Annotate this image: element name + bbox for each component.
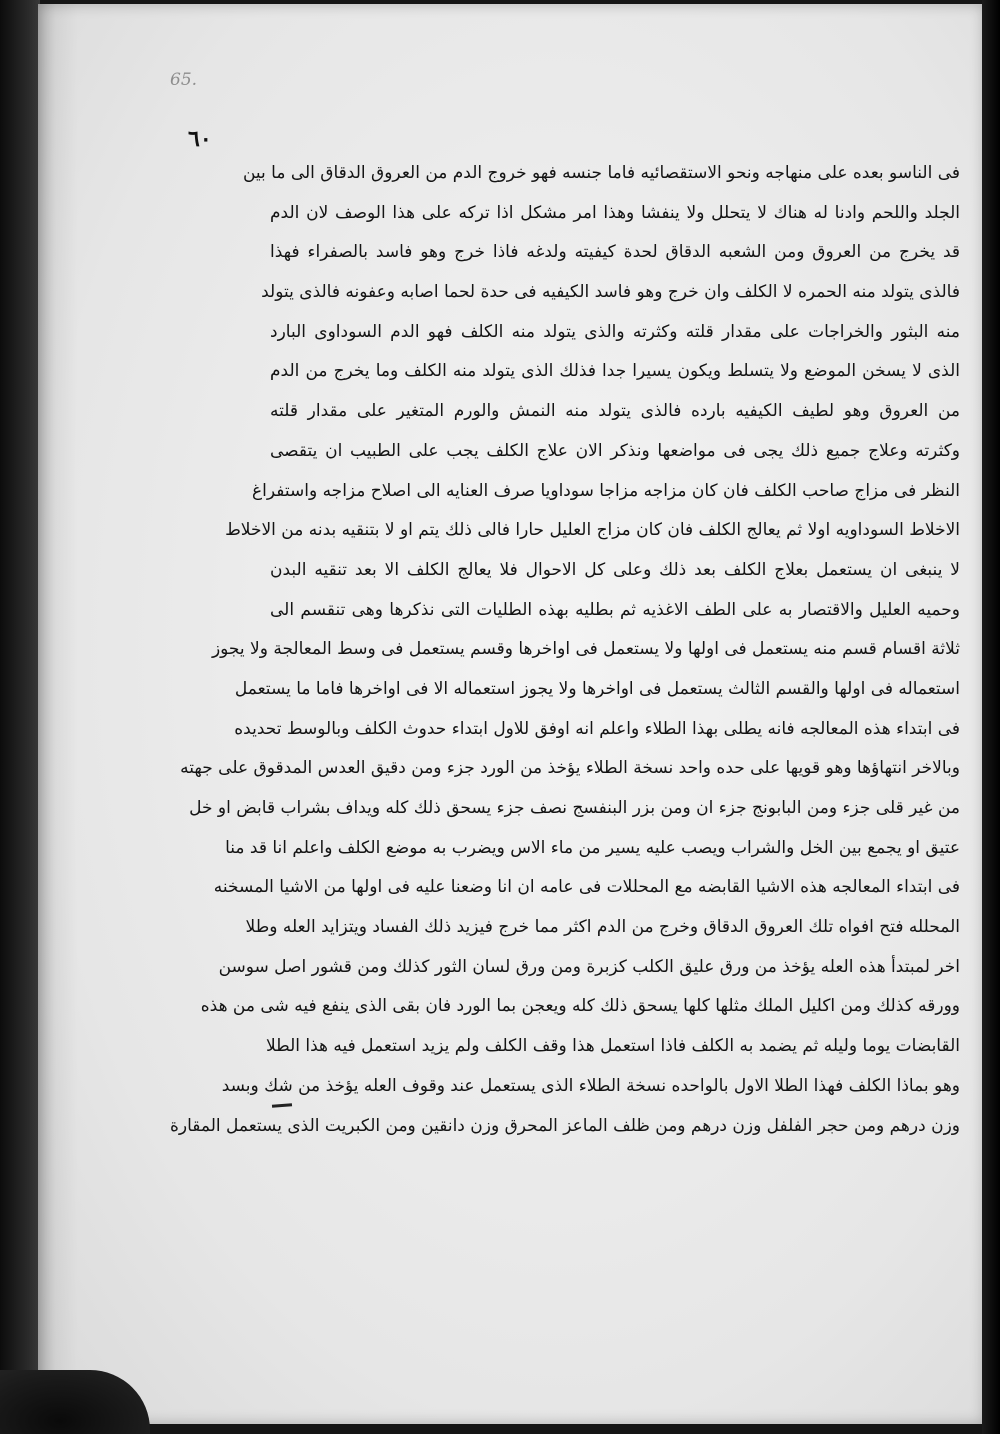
text-line: فى ابتداء هذه المعالجه فانه يطلى بهذا الطلاء واعلم انه اوفق للاول ابتداء حدوث الكلف وبالوسط تحديده [234,718,960,739]
text-line: الجلد واللحم وادنا له هناك لا يتحلل ولا ينفشا وهذا امر مشكل اذا تركه على هذا الوصف لان الدم [270,202,960,223]
text-line: وورقه كذلك ومن اكليل الملك مثلها كلها يسحق ذلك كله ويعجن بما الورد فان بقى الذى ينفع فيه شى من هذه [200,996,960,1017]
text-line: المحلله فتح افواه تلك العروق الدقاق وخرج من الدم اكثر مما خرج فيزيد ذلك الفساد ويتزايد العله وطلا [245,917,960,938]
manuscript-text-block [169,154,960,1146]
text-line: القابضات يوما وليله ثم يضمد به الكلف فاذا استعمل هذا وقف الكلف ولم يزيد استعمل فيه هذا الطلا [265,1036,960,1057]
background-left-shadow [0,0,40,1434]
text-line: وزن درهم ومن حجر الفلفل وزن درهم ومن ظلف الماعز المحرق وزن دانقين ومن الكبريت الذى يستعمل المقارة [169,1115,960,1136]
text-line: فى ابتداء المعالجه هذه الاشيا القابضه مع المحللات فى عامه ان انا وضعنا عليه فى اولها من الاشيا المسخنه [213,877,960,898]
text-line: النظر فى مزاج صاحب الكلف فان كان مزاجه مزاجا سوداويا صرف العنايه الى اصلاح مزاجه واستفراغ [252,480,960,501]
page-number-arabic: ٦٠ [188,126,212,152]
page-right-edge [982,0,1000,1434]
text-line: الذى لا يسخن الموضع ولا يتسلط ويكون يسيرا جدا فذلك الذى يتولد منه الكلف وما يخرج من الدم [270,361,960,382]
text-line: وكثرته وعلاج جميع ذلك يجى فى مواضعها ونذكر الان علاج الكلف يجب على الطبيب ان يتقصى [270,440,960,461]
text-line: وهو بماذا الكلف فهذا الطلا الاول بالواحده نسخة الطلاء الذى يستعمل عند وقوف العله يؤخذ من شك وبسد [221,1075,960,1096]
text-line: من العروق وهو لطيف الكيفيه بارده فالذى يتولد منه النمش والورم المتغير على مقدار قلته [270,401,960,422]
manuscript-page [38,4,984,1424]
text-line: الاخلاط السوداويه اولا ثم يعالج الكلف فان كان مزاج العليل حارا فالى ذلك يتم او لا بتنقيه بدنه من الاخلاط [225,520,960,541]
text-line: قد يخرج من العروق ومن الشعبه الدقاق لحدة كيفيته ولدغه فاذا خرج وهو فاسد بالصفراء فهذا [270,242,960,263]
text-line: اخر لمبتدأ هذه العله يؤخذ من ورق عليق الكلب كزبرة ومن ورق لسان الثور كذلك ومن قشور اصل سوسن [218,956,960,977]
text-line: عتيق او يجمع بين الخل والشراب ويصب عليه يسير من ماء الاس ويضرب به موضع الكلف واعلم انا قد منا [225,837,960,858]
text-line: منه البثور والخراجات على مقدار قلته وكثرته والذى يتولد منه الكلف فهو الدم السوداوى البارد [270,321,960,342]
text-line: استعماله فى اولها والقسم الثالث يستعمل فى اواخرها ولا يجوز استعماله الا فى اواخرها فاما ما يستعمل [234,678,960,699]
text-line: من غير قلى جزء ومن البابونج جزء ان ومن بزر البنفسج نصف جزء يسحق ذلك كله ويداف بشراب قابض او خل [189,798,960,818]
text-line: وحميه العليل والاقتصار به على الطف الاغذيه ثم بطليه بهذه الطليات التى نذكرها وهى تنقسم الى [270,599,960,620]
text-line: وبالاخر انتهاؤها وهو قويها على حده واحد نسخة الطلاء يؤخذ من الورد جزء ومن دقيق العدس المدقوق على جهته [180,758,960,779]
text-line: فالذى يتولد منه الحمره لا الكلف وان خرج وهو فاسد الكيفيه فى حدة لحما اصابه وعفونه فالذى يتولد [261,282,960,303]
text-line: ثلاثة اقسام قسم منه يستعمل فى اولها ولا يستعمل فى اواخرها وقسم يستعمل فى وسط المعالجة ولا يجوز [211,639,960,660]
text-line: لا ينبغى ان يستعمل بعلاج الكلف بعد ذلك وعلى كل الاحوال فلا يعالج الكلف الا بعد تنقيه البدن [270,559,960,580]
text-line: فى الناسو بعده على منهاجه ونحو الاستقصائيه فاما جنسه فهو خروج الدم من العروق الدقاق الى ما بين [242,163,960,183]
folio-number: 65. [170,70,198,90]
